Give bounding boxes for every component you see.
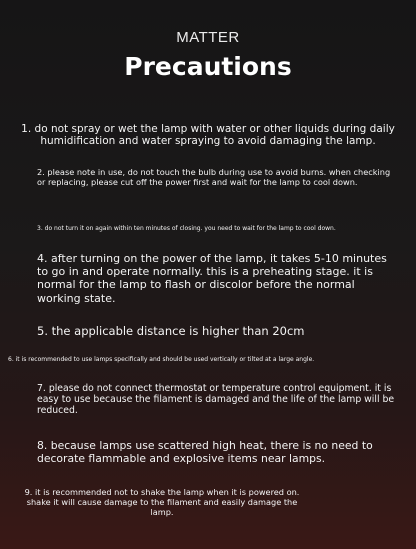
- precaution-item-3: 3. do not turn it on again within ten minutes of closing. you need to wait for the lamp to cool down.: [37, 225, 336, 232]
- precaution-item-2: 2. please note in use, do not touch the bulb during use to avoid burns. when checking or replacing, please cut off the power first and wait for the lamp to cool down.: [37, 167, 391, 187]
- precaution-item-6: 6. it is recommended to use lamps specifically and should be used vertically or tilted at a large angle.: [8, 356, 315, 363]
- precaution-item-8: 8. because lamps use scattered high heat, there is no need to decorate flammable and explosive items near lamps.: [37, 439, 373, 465]
- precaution-item-4: 4. after turning on the power of the lamp, it takes 5-10 minutes to go in and operate normally. this is a preheating stage. it is normal for the lamp to flash or discolor before the normal working state.: [37, 252, 387, 305]
- precaution-item-9: 9. it is recommended not to shake the lamp when it is powered on. shake it will cause damage to the filament and easily damage the lamp.: [24, 487, 300, 517]
- precaution-item-7: 7. please do not connect thermostat or temperature control equipment. it is easy to use because the filament is damaged and the life of the lamp will be reduced.: [37, 383, 395, 417]
- page-title: Precautions: [124, 52, 292, 81]
- precaution-item-5: 5. the applicable distance is higher than 20cm: [37, 324, 305, 338]
- precaution-item-1: 1. do not spray or wet the lamp with water or other liquids during daily humidification and water spraying to avoid damaging the lamp.: [21, 123, 395, 148]
- brand-name: MATTER: [176, 29, 240, 46]
